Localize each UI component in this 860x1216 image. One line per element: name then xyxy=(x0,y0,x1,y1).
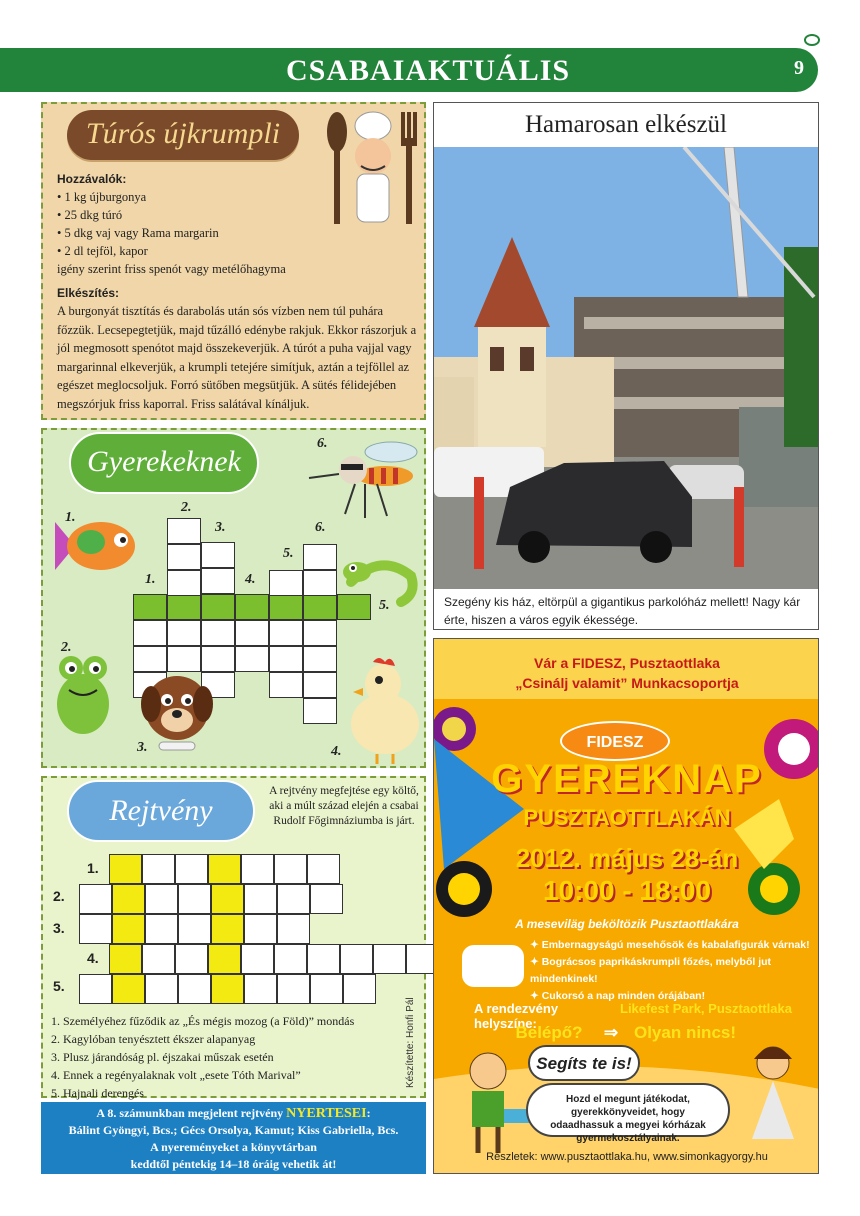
puzzle-cell[interactable] xyxy=(307,854,340,884)
crossword-cell[interactable] xyxy=(133,594,167,620)
puzzle-cell[interactable] xyxy=(310,974,343,1004)
ingredient-item: • 25 dkg túró xyxy=(57,208,123,222)
grid-number: 3. xyxy=(215,520,226,535)
clue-item: 4. Ennek a regényalaknak volt „esete Tóth Marival” xyxy=(51,1068,301,1082)
picture-number: 4. xyxy=(331,744,342,759)
puzzle-cell[interactable] xyxy=(211,884,244,914)
chef-cutlery-icon xyxy=(325,108,421,228)
dog-icon xyxy=(139,668,215,752)
recipe-title: Túrós újkrumpli xyxy=(67,110,299,160)
poster-bullet: ✦ Embernagyságú mesehősök és kabalafigurák várnak! xyxy=(530,939,810,951)
puzzle-cell[interactable] xyxy=(241,854,274,884)
help-bubble: Segíts te is! xyxy=(528,1045,640,1081)
puzzle-intro: A rejtvény megfejtése egy költő, aki a múlt század elején a csabai Rudolf Főgimnáziumba is járt. xyxy=(269,785,419,827)
crossword-cell[interactable] xyxy=(269,620,303,646)
crossword-cell[interactable] xyxy=(167,570,201,596)
arrow-right-icon: ⇒ xyxy=(603,1023,619,1042)
picture-number: 6. xyxy=(317,436,328,451)
winners-box xyxy=(41,1102,426,1174)
crossword-cell[interactable] xyxy=(269,594,303,620)
puzzle-cell[interactable] xyxy=(112,974,145,1004)
winners-heading-colon: : xyxy=(366,1106,371,1120)
ingredients-list xyxy=(57,188,286,278)
ingredients-heading: Hozzávalók: xyxy=(57,172,127,186)
puzzle-cell[interactable] xyxy=(241,944,274,974)
poster-bullet: ✦ Bográcsos paprikáskrumpli főzés, melyből jut mindenkinek! xyxy=(530,956,772,985)
puzzle-cell[interactable] xyxy=(373,944,406,974)
photo-title: Hamarosan elkészül xyxy=(524,111,727,138)
puzzle-cell[interactable] xyxy=(112,884,145,914)
puzzle-cell[interactable] xyxy=(343,974,376,1004)
crossword-cell[interactable] xyxy=(201,620,235,646)
publication-title: CSABAIAKTUÁLIS xyxy=(286,54,571,87)
clue-item: 2. Kagylóban tenyésztett ékszer alapanyag xyxy=(51,1032,256,1046)
crossword-cell[interactable] xyxy=(235,646,269,672)
puzzle-box xyxy=(41,776,426,1098)
puzzle-cell[interactable] xyxy=(340,944,373,974)
puzzle-cell[interactable] xyxy=(211,914,244,944)
fish-icon xyxy=(51,512,141,578)
poster-bullets xyxy=(530,937,819,1005)
puzzle-cell[interactable] xyxy=(178,914,211,944)
puzzle-cell[interactable] xyxy=(277,914,310,944)
puzzle-cell[interactable] xyxy=(112,914,145,944)
crossword-cell[interactable] xyxy=(133,620,167,646)
crossword-cell[interactable] xyxy=(201,594,235,620)
puzzle-cell[interactable] xyxy=(109,854,142,884)
crossword-cell[interactable] xyxy=(269,570,303,596)
puzzle-cell[interactable] xyxy=(244,884,277,914)
ingredient-item: • 2 dl tejföl, kapor xyxy=(57,244,148,258)
crossword-cell[interactable] xyxy=(201,542,235,568)
crossword-cell[interactable] xyxy=(167,518,201,544)
puzzle-row-number: 1. xyxy=(87,860,99,876)
poster-group: „Csinálj valamit” Munkacsoportja xyxy=(515,675,739,691)
puzzle-cell[interactable] xyxy=(307,944,340,974)
poster-organizer: Vár a FIDESZ, Pusztaottlaka xyxy=(534,655,720,671)
poster-event: GYEREKNAP xyxy=(491,757,763,801)
winners-hours: keddtől péntekig 14–18 óráig vehetik át! xyxy=(130,1157,337,1171)
grid-number: 2. xyxy=(181,500,192,515)
puzzle-cell[interactable] xyxy=(79,914,112,944)
winners-highlight: NYERTESEI xyxy=(286,1106,367,1121)
picture-number: 5. xyxy=(379,598,390,613)
kids-title: Gyerekeknek xyxy=(69,432,259,494)
crossword-cell[interactable] xyxy=(235,594,269,620)
fidesz-badge: FIDESZ xyxy=(560,721,670,761)
mosquito-icon xyxy=(305,434,423,530)
puzzle-cell[interactable] xyxy=(244,914,277,944)
donate-bubble: Hozd el megunt játékodat, gyerekkönyveidet, hogy odaadhassuk a megyei kórházak gyermekosztályainak. xyxy=(526,1083,730,1137)
crossword-cell[interactable] xyxy=(269,646,303,672)
mickey-minnie-icon xyxy=(462,945,524,987)
grid-number: 4. xyxy=(245,572,256,587)
crossword-cell[interactable] xyxy=(303,646,337,672)
picture-number: 2. xyxy=(61,640,72,655)
entry-answer: Olyan nincs! xyxy=(633,1023,737,1042)
puzzle-title: Rejtvény xyxy=(67,780,255,842)
venue-name: Likefest Park, Pusztaottlaka xyxy=(620,1001,792,1016)
recipe-box xyxy=(41,102,426,420)
boy-figure-icon xyxy=(460,1047,516,1157)
clue-item: 1. Személyéhez fűződik az „És mégis mozog (a Föld)” mondás xyxy=(51,1014,355,1028)
winners-heading-text: A 8. számunkban megjelent rejtvény xyxy=(96,1106,287,1120)
poster-place: PUSZTAOTTLAKÁN xyxy=(523,805,731,830)
puzzle-cell[interactable] xyxy=(145,914,178,944)
puzzle-cell[interactable] xyxy=(277,974,310,1004)
entry-question: Belépő? xyxy=(515,1023,583,1042)
crossword-cell[interactable] xyxy=(303,672,337,698)
crossword-cell[interactable] xyxy=(167,594,201,620)
puzzle-cell[interactable] xyxy=(277,884,310,914)
winners-note: A nyereményeket a könyvtárban xyxy=(150,1140,317,1154)
crossword-cell[interactable] xyxy=(269,672,303,698)
page-header xyxy=(0,48,818,92)
gyereknap-poster xyxy=(433,638,819,1174)
puzzle-cell[interactable] xyxy=(208,944,241,974)
poster-tagline: A meseviläg beköltözik Pusztaottlakára xyxy=(515,917,739,931)
puzzle-cell[interactable] xyxy=(274,854,307,884)
photo-caption: Szegény kis ház, eltörpül a gigantikus parkolóház mellett! Nagy kár érte, hiszen a város egyik ékessége. xyxy=(444,595,801,627)
girl-figure-icon xyxy=(740,1039,806,1151)
puzzle-row-number: 5. xyxy=(53,978,65,994)
crossword-cell[interactable] xyxy=(167,544,201,570)
puzzle-cell[interactable] xyxy=(208,854,241,884)
winners-names: Bálint Gyöngyi, Bcs.; Gécs Orsolya, Kamut; Kiss Gabriella, Bcs. xyxy=(68,1123,399,1137)
puzzle-credit: Készítette: Honfi Pál xyxy=(405,997,416,1088)
puzzle-row-number: 2. xyxy=(53,888,65,904)
ingredient-item: • 1 kg újburgonya xyxy=(57,190,147,204)
kids-crossword-box xyxy=(41,428,426,768)
puzzle-cell[interactable] xyxy=(310,884,343,914)
poster-time: 10:00 - 18:00 xyxy=(542,875,712,906)
puzzle-cell[interactable] xyxy=(79,974,112,1004)
puzzle-cell[interactable] xyxy=(178,974,211,1004)
puzzle-cell[interactable] xyxy=(178,884,211,914)
photo-box xyxy=(433,102,819,630)
poster-details: Részletek: www.pusztaottlaka.hu, www.simonkagyorgy.hu xyxy=(486,1151,768,1163)
lizard-icon xyxy=(341,542,425,608)
crossword-cell[interactable] xyxy=(303,570,337,596)
clue-item: 3. Plusz járandóság pl. éjszakai műszak esetén xyxy=(51,1050,274,1064)
puzzle-cell[interactable] xyxy=(142,944,175,974)
construction-photo xyxy=(434,147,818,589)
crossword-cell[interactable] xyxy=(235,620,269,646)
grid-number: 6. xyxy=(315,520,326,535)
puzzle-row-number: 4. xyxy=(87,950,99,966)
venue-label: A rendezvény helyszíne: xyxy=(474,1001,559,1031)
crossword-cell[interactable] xyxy=(167,620,201,646)
picture-number: 1. xyxy=(65,510,76,525)
puzzle-cell[interactable] xyxy=(244,974,277,1004)
crossword-cell[interactable] xyxy=(303,544,337,570)
prep-heading: Elkészítés: xyxy=(57,286,120,300)
crossword-cell[interactable] xyxy=(303,698,337,724)
puzzle-clues xyxy=(51,1012,354,1102)
puzzle-cell[interactable] xyxy=(109,944,142,974)
puzzle-row-number: 3. xyxy=(53,920,65,936)
puzzle-cell[interactable] xyxy=(142,854,175,884)
crossword-cell[interactable] xyxy=(201,568,235,594)
grid-number: 5. xyxy=(283,546,294,561)
page-number: 9 xyxy=(794,57,804,79)
puzzle-cell[interactable] xyxy=(145,884,178,914)
ingredient-item: igény szerint friss spenót vagy metélőhagyma xyxy=(57,262,286,276)
puzzle-cell[interactable] xyxy=(175,944,208,974)
poster-bullet: ✦ Cukorsó a nap minden órájában! xyxy=(530,990,706,1002)
swirl-ornament-icon xyxy=(804,34,820,46)
poster-date: 2012. május 28-án xyxy=(515,843,739,873)
ingredient-item: • 5 dkg vaj vagy Rama margarin xyxy=(57,226,219,240)
picture-number: 3. xyxy=(137,740,148,755)
crossword-cell[interactable] xyxy=(303,620,337,646)
frog-icon xyxy=(43,648,125,740)
clue-item: 5. Hajnali derengés xyxy=(51,1086,144,1100)
puzzle-cell[interactable] xyxy=(79,884,112,914)
chicken-icon xyxy=(343,654,423,766)
puzzle-cell[interactable] xyxy=(274,944,307,974)
puzzle-cell[interactable] xyxy=(175,854,208,884)
puzzle-cell[interactable] xyxy=(211,974,244,1004)
prep-text: A burgonyát tisztítás és darabolás után sós vízben nem túl puhára főzzük. Lecsepegtetjük, majd tűzálló edénybe rakjuk. Ekkor rászorjuk a jól megmosott spenótot majd összekeverjük. A túrót a puha vajjal vagy margarinnal elkeverjük, a krumpli tetejére simítjuk, aztán a tejföllel az egészet meglocsoljuk. Forró sütőben megsütjük. A sütés félidejében megszórjuk friss kaporral. Friss salátával kínáljuk. xyxy=(57,304,417,411)
crossword-cell[interactable] xyxy=(303,594,337,620)
puzzle-cell[interactable] xyxy=(145,974,178,1004)
grid-number: 1. xyxy=(145,572,156,587)
winners-heading xyxy=(41,1105,426,1122)
